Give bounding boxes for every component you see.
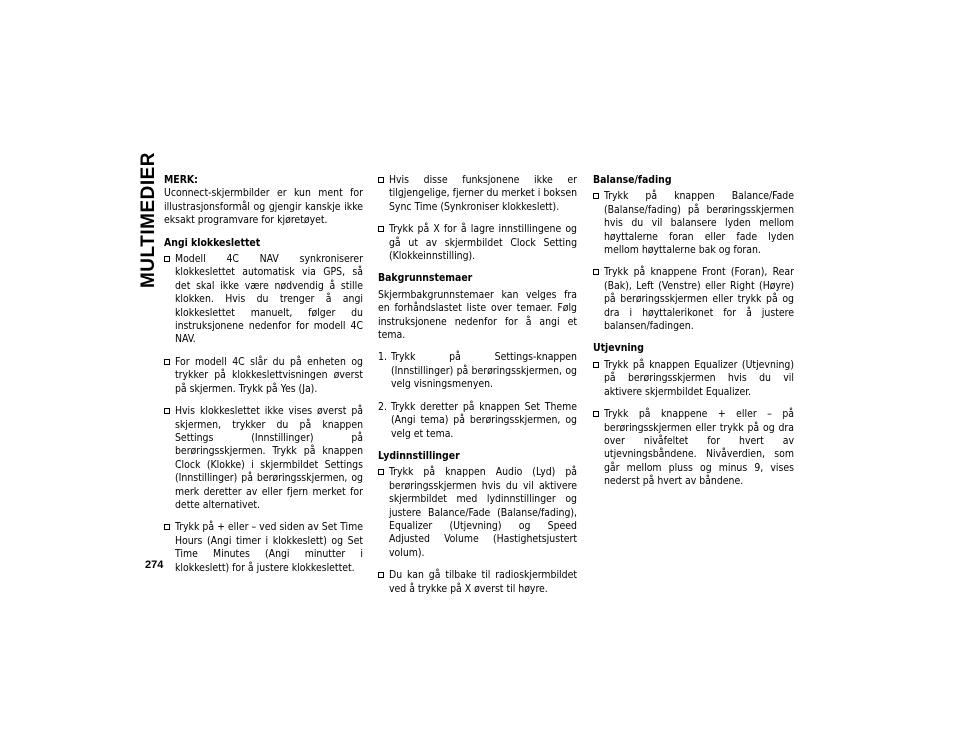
list-item-text: Trykk på knappen Equalizer (Utjevning) på berøringsskjermen hvis du vil aktivere skjermbildet Equalizer. bbox=[604, 358, 794, 398]
section-tab-label: MULTIMEDIER bbox=[138, 151, 159, 289]
list-item bbox=[593, 266, 794, 333]
list-item-text: Trykk på knappene + eller – på berøringsskjermen eller trykk på og dra over nivåfeltet for hvert av utjevningsbåndene. Nivåverdien, som går mellom pluss og minus 9, vises nederst på hvert av båndene. bbox=[604, 408, 794, 488]
checkbox-bullet-icon bbox=[164, 359, 170, 365]
checkbox-bullet-icon bbox=[164, 408, 170, 414]
heading-set-time: Angi klokkeslettet bbox=[164, 236, 261, 249]
heading-background-themes: Bakgrunnstemaer bbox=[378, 272, 473, 285]
list-item-text: Trykk på knappene Front (Foran), Rear (Bak), Left (Venstre) eller Right (Høyre) på berøringsskjermen eller trykk på og dra i høyttalerikonet for å justere balansen/fadingen. bbox=[604, 266, 794, 333]
note-label: MERK: bbox=[164, 174, 198, 186]
list-item-text: Du kan gå tilbake til radioskjermbildet ved å trykke på X øverst til høyre. bbox=[389, 569, 577, 595]
list-item-text: Trykk på X for å lagre innstillingene og gå ut av skjermbildet Clock Setting (Klokkeinnstilling). bbox=[389, 223, 577, 263]
list-item bbox=[593, 190, 794, 257]
checkbox-bullet-icon bbox=[593, 269, 599, 275]
step-text: Trykk på Settings-knappen (Innstillinger) på berøringsskjermen, og velg visningsmenyen. bbox=[391, 351, 577, 391]
checkbox-bullet-icon bbox=[378, 177, 384, 183]
list-item-text: For modell 4C slår du på enheten og trykker på klokkeslettvisningen øverst på skjermen. Trykk på Yes (Ja). bbox=[175, 355, 363, 395]
list-item bbox=[378, 569, 577, 596]
list-item bbox=[378, 223, 577, 263]
heading-sound-settings: Lydinnstillinger bbox=[378, 449, 460, 462]
list-item bbox=[164, 405, 363, 512]
list-item bbox=[378, 466, 577, 560]
heading-balance-fade: Balanse/fading bbox=[593, 174, 672, 186]
checkbox-bullet-icon bbox=[164, 524, 170, 530]
list-item bbox=[593, 359, 794, 399]
column-1 bbox=[164, 174, 363, 584]
note-text: Uconnect-skjermbilder er kun ment for illustrasjonsformål og gjengir kanskje ikke eksakt programvare for kjøretøyet. bbox=[164, 187, 363, 227]
background-themes-text: Skjermbakgrunnstemaer kan velges fra en forhåndslastet liste over temaer. Følg instruksjonene nedenfor for å angi et tema. bbox=[378, 288, 577, 342]
step-text: Trykk deretter på knappen Set Theme (Angi tema) på berøringsskjermen, og velg et tema. bbox=[391, 400, 577, 440]
checkbox-bullet-icon bbox=[378, 572, 384, 578]
column-2 bbox=[378, 174, 577, 605]
list-item-text: Trykk på knappen Balance/Fade (Balanse/fading) på berøringsskjermen hvis du vil balansere lyden mellom høyttalerne foran eller fade lyden mellom høyttalerne bak og foran. bbox=[604, 190, 794, 257]
list-item bbox=[164, 253, 363, 347]
numbered-step bbox=[378, 401, 577, 441]
list-item bbox=[164, 521, 363, 575]
heading-equalizer: Utjevning bbox=[593, 342, 644, 355]
page-number: 274 bbox=[145, 559, 164, 571]
list-item-text: Hvis klokkeslettet ikke vises øverst på skjermen, trykker du på knappen Settings (Innstillinger) på berøringsskjermen. Trykk på knappen Clock (Klokke) i skjermbildet Settings (Innstillinger) på berøringsskjermen, og merk deretter av eller fjern merket for dette alternativet. bbox=[175, 405, 363, 511]
list-item-text: Hvis disse funksjonene ikke er tilgjengelige, fjerner du merket i boksen Sync Time (Synkroniser klokkeslett). bbox=[389, 174, 577, 213]
column-3 bbox=[593, 174, 794, 498]
list-item-text: Trykk på + eller – ved siden av Set Time Hours (Angi timer i klokkeslett) og Set Time Minutes (Angi minutter i klokkeslett) for å justere klokkeslettet. bbox=[175, 521, 363, 574]
checkbox-bullet-icon bbox=[378, 469, 384, 475]
list-item-text: Modell 4C NAV synkroniserer klokkeslettet automatisk via GPS, så det skal ikke være nødvendig å stille klokken. Hvis du trenger å angi klokkeslettet manuelt, følger du instruksjonene nedenfor for modell 4C NAV. bbox=[175, 253, 363, 346]
step-number: 2. bbox=[378, 400, 387, 413]
list-item bbox=[164, 356, 363, 396]
numbered-step bbox=[378, 351, 577, 391]
list-item bbox=[593, 408, 794, 488]
checkbox-bullet-icon bbox=[593, 411, 599, 417]
list-item-text: Trykk på knappen Audio (Lyd) på berøringsskjermen hvis du vil aktivere skjermbildet med lydinnstillinger og justere Balance/Fade (Balanse/fading), Equalizer (Utjevning) og Speed Adjusted Volume (Hastighetsjustert volum). bbox=[389, 466, 577, 559]
checkbox-bullet-icon bbox=[164, 256, 170, 262]
checkbox-bullet-icon bbox=[378, 226, 384, 232]
step-number: 1. bbox=[378, 351, 387, 364]
list-item bbox=[378, 174, 577, 214]
checkbox-bullet-icon bbox=[593, 362, 599, 368]
checkbox-bullet-icon bbox=[593, 193, 599, 199]
section-tab bbox=[138, 151, 159, 289]
